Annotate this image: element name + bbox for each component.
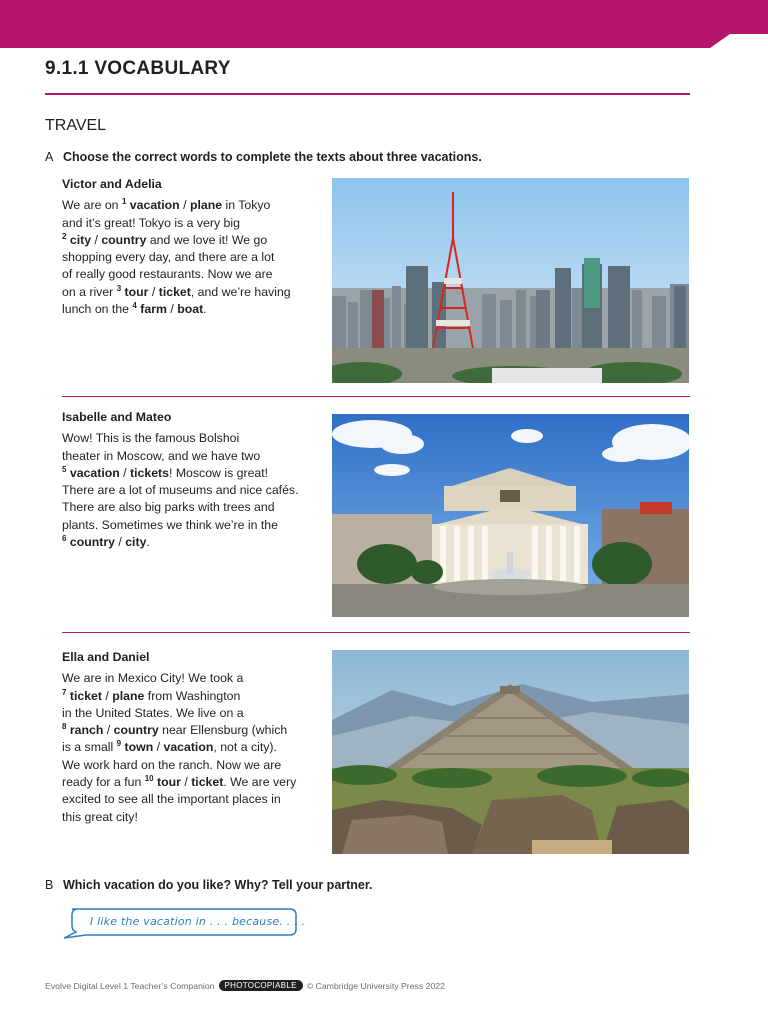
word-choice: country <box>66 535 115 550</box>
divider-1 <box>62 396 690 397</box>
exercise-b-letter: B <box>45 878 54 892</box>
word-choice: tour <box>153 775 181 790</box>
section-title: 9.1.1 VOCABULARY <box>45 58 231 79</box>
word-choice: ticket <box>158 284 191 299</box>
item-number: 8 <box>62 722 67 732</box>
teotihuacan-photo <box>332 650 689 854</box>
word-choice: country <box>101 232 147 247</box>
footer-copyright: © Cambridge University Press 2022 <box>306 980 445 991</box>
word-choice: ticket <box>66 688 102 703</box>
footer <box>45 980 445 991</box>
block-text: We are on $^1$ vacation / plane in Tokyo and it’s great! Tokyo is a very big $^2$ city / country and we love it! We go shopping every day, and there are a lot of really good restaurants. Now we are on a river $^3$ tour / ticket, and we’re having lunch on the $^4$ farm / boat. <box>62 197 291 317</box>
divider-2 <box>62 632 690 633</box>
item-number: 4 <box>132 300 137 310</box>
block-text: We are in Mexico City! We took a $^7$ ticket / plane from Washington in the United States. We live on a $^8$ ranch / country near Ellensburg (which is a small $^9$ town / vacation, not a city). We work hard on the ranch. Now we are ready for a fun $^{10}$ tour / ticket. We are very excited to see all the important places in this great city! <box>62 671 297 824</box>
word-choice: vacation <box>66 465 120 480</box>
speech-bubble-text: I like the vacation in . . . because. . . . <box>90 915 306 928</box>
word-choice: farm <box>136 302 167 317</box>
block-title: Isabelle and Mateo <box>62 410 172 424</box>
item-number: 9 <box>116 739 122 749</box>
word-choice: city <box>125 535 147 550</box>
word-choice: plane <box>189 198 223 213</box>
exercise-a-letter: A <box>45 150 54 164</box>
tokyo-photo <box>332 178 689 383</box>
item-number: 2 <box>62 231 67 241</box>
word-choice: ranch <box>66 723 104 738</box>
exercise-b-instruction <box>45 878 373 892</box>
item-number: 1 <box>121 197 127 207</box>
word-choice: town <box>121 740 154 755</box>
title-rule <box>45 93 690 95</box>
word-choice: tour <box>121 284 149 299</box>
bolshoi-photo <box>332 414 689 617</box>
item-number: 5 <box>62 464 67 474</box>
word-choice: tickets <box>130 465 169 480</box>
text-block-3 <box>62 649 312 826</box>
topic-heading: TRAVEL <box>45 117 107 134</box>
text-block-1 <box>62 176 312 318</box>
item-number: 10 <box>144 773 154 783</box>
top-banner <box>0 0 768 48</box>
block-title: Victor and Adelia <box>62 177 162 191</box>
word-choice: ticket <box>191 775 224 790</box>
word-choice: vacation <box>126 198 180 213</box>
text-block-2 <box>62 409 312 551</box>
exercise-b-text: Which vacation do you like? Why? Tell your partner. <box>63 878 373 892</box>
word-choice: vacation <box>163 740 214 755</box>
block-title: Ella and Daniel <box>62 650 150 664</box>
item-number: 3 <box>116 283 122 293</box>
item-number: 6 <box>62 533 67 543</box>
exercise-a-instruction <box>45 150 482 164</box>
photocopiable-badge: PHOTOCOPIABLE <box>219 980 303 991</box>
exercise-a-text: Choose the correct words to complete the texts about three vacations. <box>63 150 482 164</box>
footer-book-title: Evolve Digital Level 1 Teacher’s Companion <box>45 980 215 991</box>
word-choice: city <box>66 232 92 247</box>
word-choice: country <box>113 723 159 738</box>
word-choice: plane <box>112 688 145 703</box>
item-number: 7 <box>62 687 67 697</box>
word-choice: boat <box>177 302 204 317</box>
block-text: Wow! This is the famous Bolshoi theater in Moscow, and we have two $^5$ vacation / tickets! Moscow is great! There are a lot of museums and nice cafés. There are also big parks with trees and plants. Sometimes we think we’re in the $^6$ country / city. <box>62 431 299 550</box>
